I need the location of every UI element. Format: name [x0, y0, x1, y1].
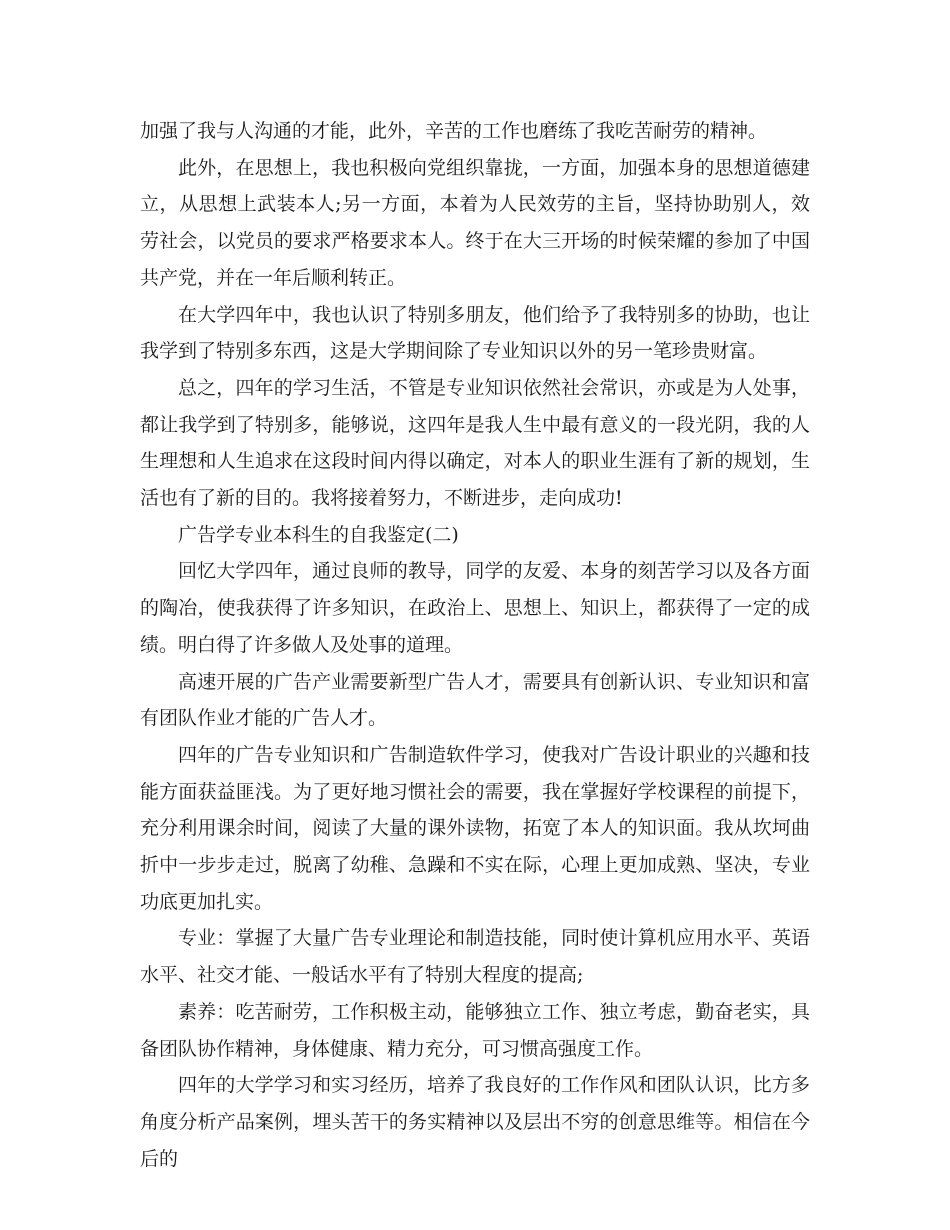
paragraph: 高速开展的广告产业需要新型广告人才，需要具有创新认识、专业知识和富有团队作业才能的广告人才。 [140, 670, 810, 730]
document-body [140, 113, 810, 1177]
paragraph-continued: 加强了我与人沟通的才能，此外，辛苦的工作也磨练了我吃苦耐劳的精神。 [140, 120, 768, 142]
section-heading: 广告学专业本科生的自我鉴定(二) [178, 523, 459, 546]
paragraph: 四年的广告专业知识和广告制造软件学习，使我对广告设计职业的兴趣和技能方面获益匪浅。为了更好地习惯社会的需要，我在掌握好学校课程的前提下，充分利用课余时间，阅读了大量的课外读物，拓宽了本人的知识面。我从坎坷曲折中一步步走过，脱离了幼稚、急躁和不实在际，心理上更加成熟、坚决，专业功底更加扎实。 [140, 743, 810, 913]
paragraph: 素养：吃苦耐劳，工作积极主动，能够独立工作、独立考虑，勤奋老实，具备团队协作精神，身体健康、精力充分，可习惯高强度工作。 [140, 1000, 810, 1060]
paragraph: 此外，在思想上，我也积极向党组织靠拢，一方面，加强本身的思想道德建立，从思想上武装本人;另一方面，本着为人民效劳的主旨，坚持协助别人，效劳社会，以党员的要求严格要求本人。终于在大三开场的时候荣耀的参加了中国共产党，并在一年后顺利转正。 [140, 156, 810, 289]
paragraph: 总之，四年的学习生活，不管是专业知识依然社会常识，亦或是为人处事，都让我学到了特别多，能够说，这四年是我人生中最有意义的一段光阴，我的人生理想和人生追求在这段时间内得以确定，对本人的职业生涯有了新的规划，生活也有了新的目的。我将接着努力，不断进步，走向成功! [140, 376, 810, 510]
paragraph: 专业：掌握了大量广告专业理论和制造技能，同时使计算机应用水平、英语水平、社交才能、一般话水平有了特别大程度的提高; [140, 927, 810, 987]
paragraph: 在大学四年中，我也认识了特别多朋友，他们给予了我特别多的协助，也让我学到了特别多东西，这是大学期间除了专业知识以外的另一笔珍贵财富。 [140, 303, 810, 363]
paragraph: 回忆大学四年，通过良师的教导，同学的友爱、本身的刻苦学习以及各方面的陶冶，使我获得了许多知识，在政治上、思想上、知识上，都获得了一定的成绩。明白得了许多做人及处事的道理。 [140, 560, 810, 656]
paragraph: 四年的大学学习和实习经历，培养了我良好的工作作风和团队认识，比方多角度分析产品案例，埋头苦干的务实精神以及层出不穷的创意思维等。相信在今后的 [140, 1074, 810, 1170]
